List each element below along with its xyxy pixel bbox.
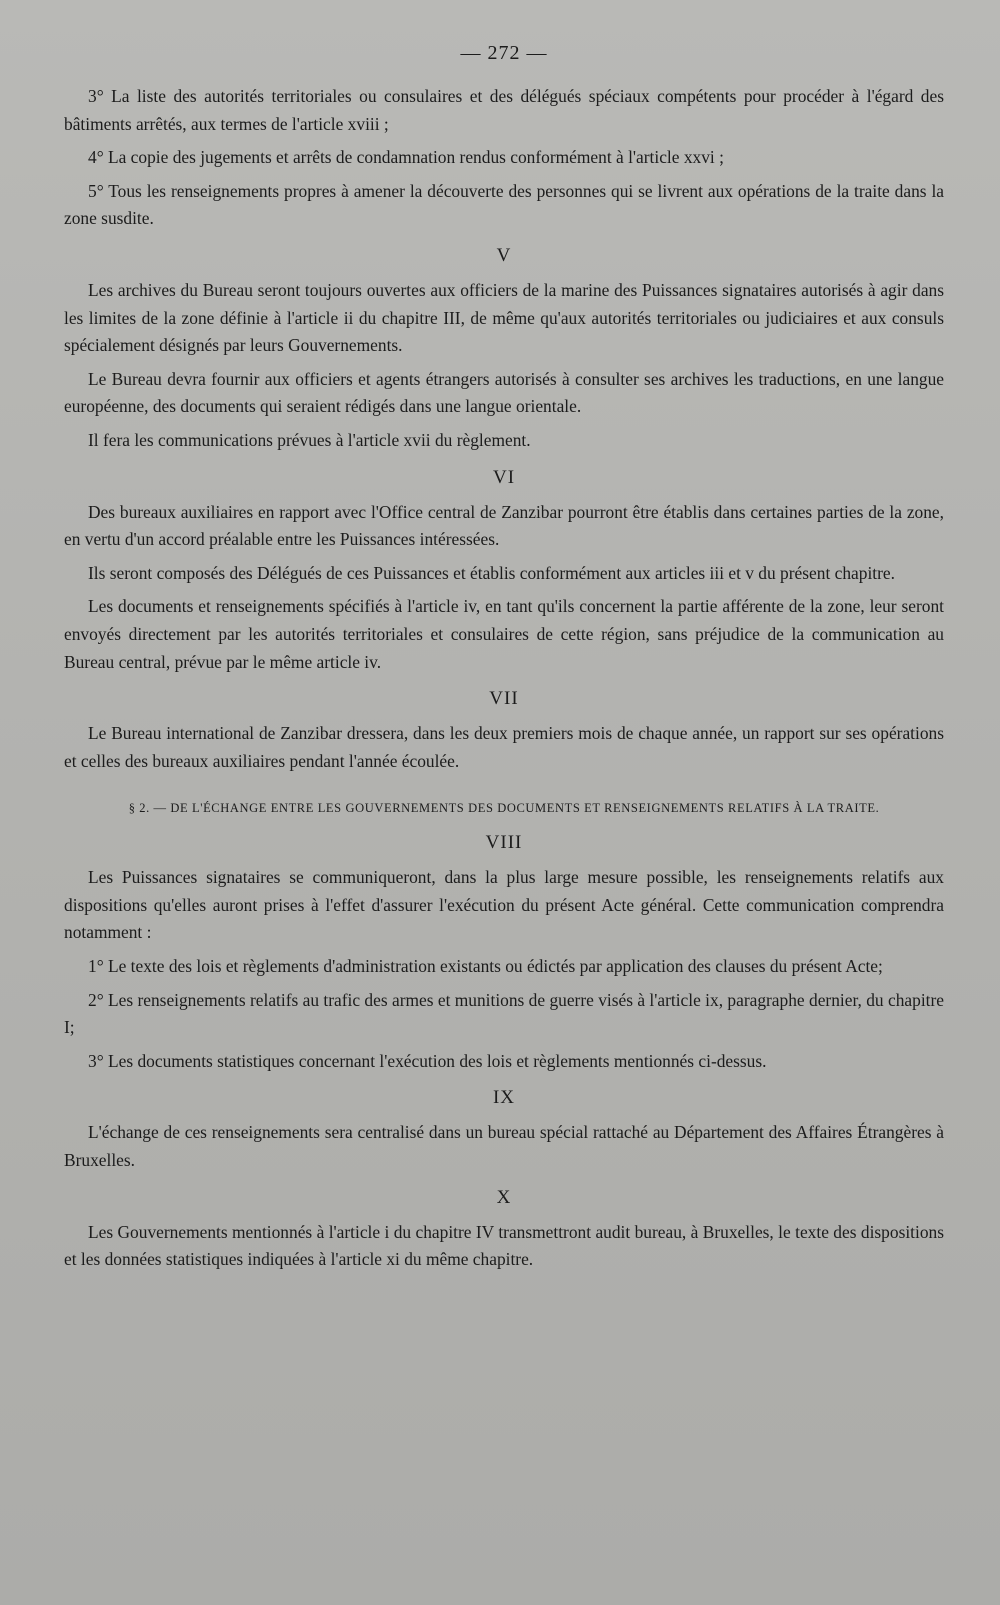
article-vii [64, 688, 944, 775]
article-vi-heading: VI [492, 466, 516, 488]
article-v [64, 245, 944, 455]
article-ix [64, 1087, 944, 1174]
intro-items [64, 83, 944, 233]
article-x [64, 1187, 944, 1274]
item-5: 5° Tous les renseignements propres à amener la découverte des personnes qui se livrent aux opérations de la traite dans la zone susdite. [64, 180, 944, 229]
article-ix-paragraph: L'échange de ces renseignements sera centralisé dans un bureau spécial rattaché au Département des Affaires Étrangères à Bruxelles. [64, 1122, 944, 1171]
article-vi-paragraph: Les documents et renseignements spécifiés à l'article iv, en tant qu'ils concernent la partie afférente de la zone, leur seront envoyés directement par les autorités territoriales et consulaires de cette région, sans préjudice de la communication au Bureau central, prévue par le même article iv. [64, 596, 944, 672]
article-viii-item-2: 2° Les renseignements relatifs au trafic des armes et munitions de guerre visés à l'article ix, paragraphe dernier, du chapitre I; [64, 989, 944, 1038]
article-ix-heading: IX [492, 1087, 516, 1109]
article-viii [64, 832, 944, 1075]
article-vii-paragraph: Le Bureau international de Zanzibar dressera, dans les deux premiers mois de chaque année, un rapport sur ses opérations et celles des bureaux auxiliaires pendant l'année écoulée. [64, 723, 944, 771]
article-vi-paragraph: Des bureaux auxiliaires en rapport avec l'Office central de Zanzibar pourront être établis dans certaines parties de la zone, en vertu d'un accord préalable entre les Puissances intéressées. [64, 501, 944, 550]
article-vi [64, 467, 944, 677]
item-4: 4° La copie des jugements et arrêts de condamnation rendus conformément à l'article xxvi ; [88, 147, 724, 168]
article-vi-paragraph: Ils seront composés des Délégués de ces Puissances et établis conformément aux articles iii et v du présent chapitre. [88, 562, 895, 583]
item-3: 3° La liste des autorités territoriales ou consulaires et des délégués spéciaux compétents pour procéder à l'égard des bâtiments arrêtés, aux termes de l'article xviii ; [64, 86, 944, 134]
section-2-title: § 2. — DE L'ÉCHANGE ENTRE LES GOUVERNEMENTS DES DOCUMENTS ET RENSEIGNEMENTS RELATIFS À LA TRAITE. [128, 801, 880, 816]
article-v-paragraph: Le Bureau devra fournir aux officiers et agents étrangers autorisés à consulter ses archives les traductions, en une langue européenne, des documents qui seraient rédigés dans une langue orientale. [64, 368, 944, 417]
article-viii-heading: VIII [485, 832, 523, 854]
article-viii-paragraph: Les Puissances signataires se communiqueront, dans la plus large mesure possible, les renseignements relatifs aux dispositions qu'elles auront prises à l'effet d'assurer l'exécution du présent Acte général. Cette communication comprendra notamment : [64, 867, 944, 943]
article-v-paragraph: Les archives du Bureau seront toujours ouvertes aux officiers de la marine des Puissances signataires autorisés à agir dans les limites de la zone définie à l'article ii du chapitre III, de même qu'aux autorités territoriales ou judiciaires et aux consuls spécialement désignés par leurs Gouvernements. [64, 279, 944, 356]
article-viii-item-1: 1° Le texte des lois et règlements d'administration existants ou édictés par application des clauses du présent Acte; [88, 956, 883, 977]
page-number: — 272 — [460, 42, 548, 64]
article-viii-item-3: 3° Les documents statistiques concernant l'exécution des lois et règlements mentionnés ci-dessus. [88, 1050, 767, 1071]
article-v-heading: V [496, 244, 512, 266]
article-x-heading: X [496, 1186, 512, 1208]
article-vii-heading: VII [489, 688, 519, 710]
article-x-paragraph: Les Gouvernements mentionnés à l'article i du chapitre IV transmettront audit bureau, à Bruxelles, le texte des dispositions et les données statistiques indiquées à l'article xi du même chapitre. [64, 1221, 944, 1270]
article-v-paragraph: Il fera les communications prévues à l'article xvii du règlement. [88, 429, 531, 450]
